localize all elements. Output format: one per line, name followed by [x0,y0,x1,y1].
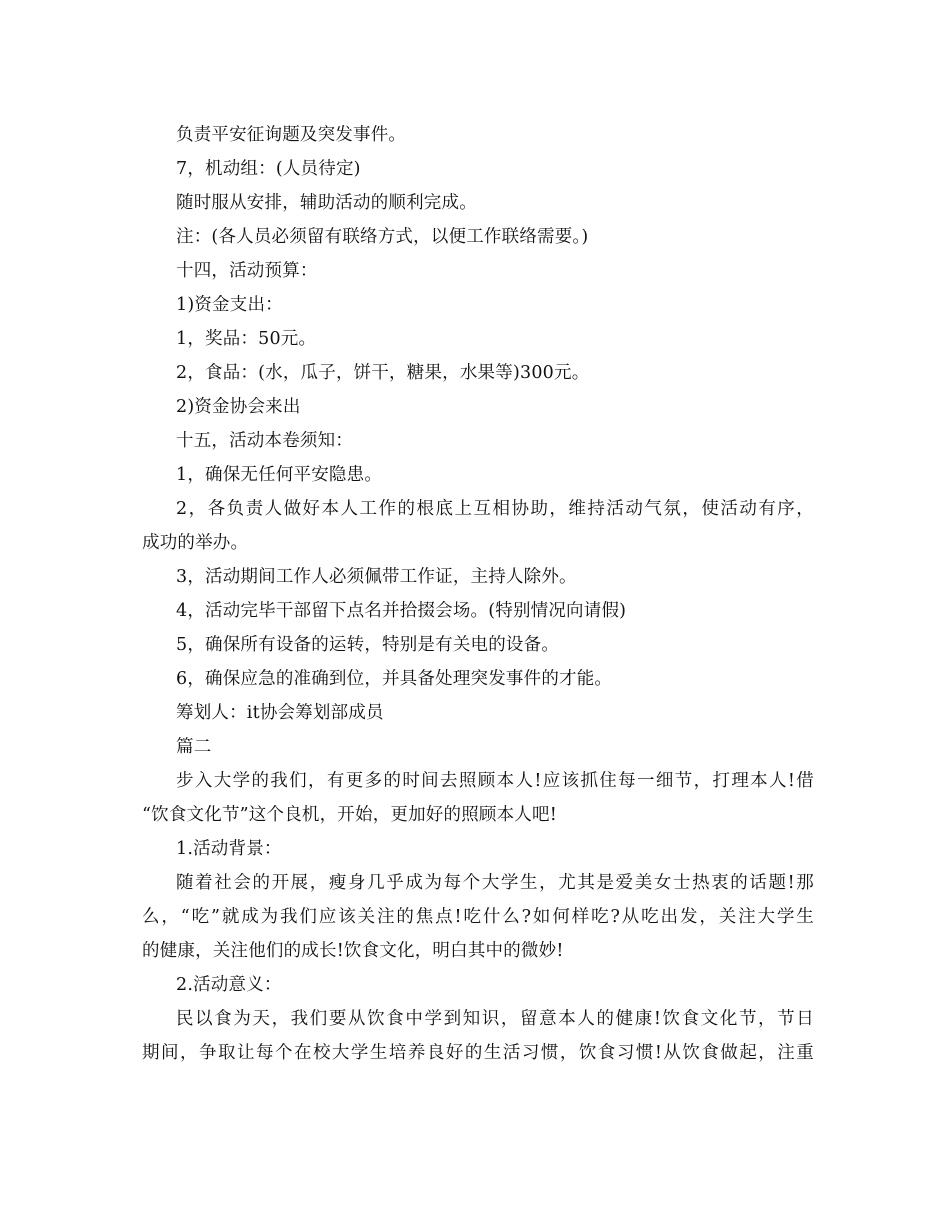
text-line: 2)资金协会来出 [176,397,301,417]
text-line: 期间，争取让每个在校大学生培养良好的生活习惯，饮食习惯!从饮食做起，注重 [142,1043,814,1063]
text-line: 2，食品：(水，瓜子，饼干，糖果，水果等)300元。 [176,363,590,383]
text-line: 么，“吃”就成为我们应该关注的焦点!吃什么?如何样吃?从吃出发，关注大学生 [142,907,814,927]
text-line: 6，确保应急的准确到位，并具备处理突发事件的才能。 [176,669,613,689]
text-line: 1)资金支出： [176,295,283,315]
section-heading: 1.活动背景： [176,839,282,859]
text-line: 随时服从安排，辅助活动的顺利完成。 [176,193,477,213]
text-line: 注：(各人员必须留有联络方式，以便工作联络需要。) [176,227,589,247]
text-line: 3，活动期间工作人必须佩带工作证，主持人除外。 [176,567,577,587]
text-line: 2，各负责人做好本人工作的根底上互相协助，维持活动气氛，使活动有序， [176,499,814,519]
text-line: 4，活动完毕干部留下点名并拾掇会场。(特别情况向请假) [176,601,627,621]
text-line: 成功的举办。 [142,533,249,553]
text-line: 步入大学的我们，有更多的时间去照顾本人!应该抓住每一细节，打理本人!借 [176,771,814,791]
text-line: 1，确保无任何平安隐患。 [176,465,383,485]
section-heading: 十五，活动本卷须知： [176,431,353,451]
text-line: 随着社会的开展，瘦身几乎成为每个大学生，尤其是爱美女士热衷的话题!那 [176,873,814,893]
author-line: 筹划人：it协会筹划部成员 [176,703,384,723]
text-line: 负责平安征询题及突发事件。 [176,125,407,145]
section-heading: 2.活动意义： [176,975,282,995]
text-line: “饮食文化节”这个良机，开始，更加好的照顾本人吧! [142,805,557,825]
text-line: 的健康，关注他们的成长!饮食文化，明白其中的微妙! [142,941,564,961]
text-line: 1，奖品：50元。 [176,329,317,349]
text-line: 5，确保所有设备的运转，特别是有关电的设备。 [176,635,560,655]
section-heading: 篇二 [176,737,212,757]
text-line: 7，机动组：(人员待定) [176,159,361,179]
section-heading: 十四，活动预算： [176,261,318,281]
text-line: 民以食为天，我们要从饮食中学到知识，留意本人的健康!饮食文化节，节日 [176,1009,814,1029]
